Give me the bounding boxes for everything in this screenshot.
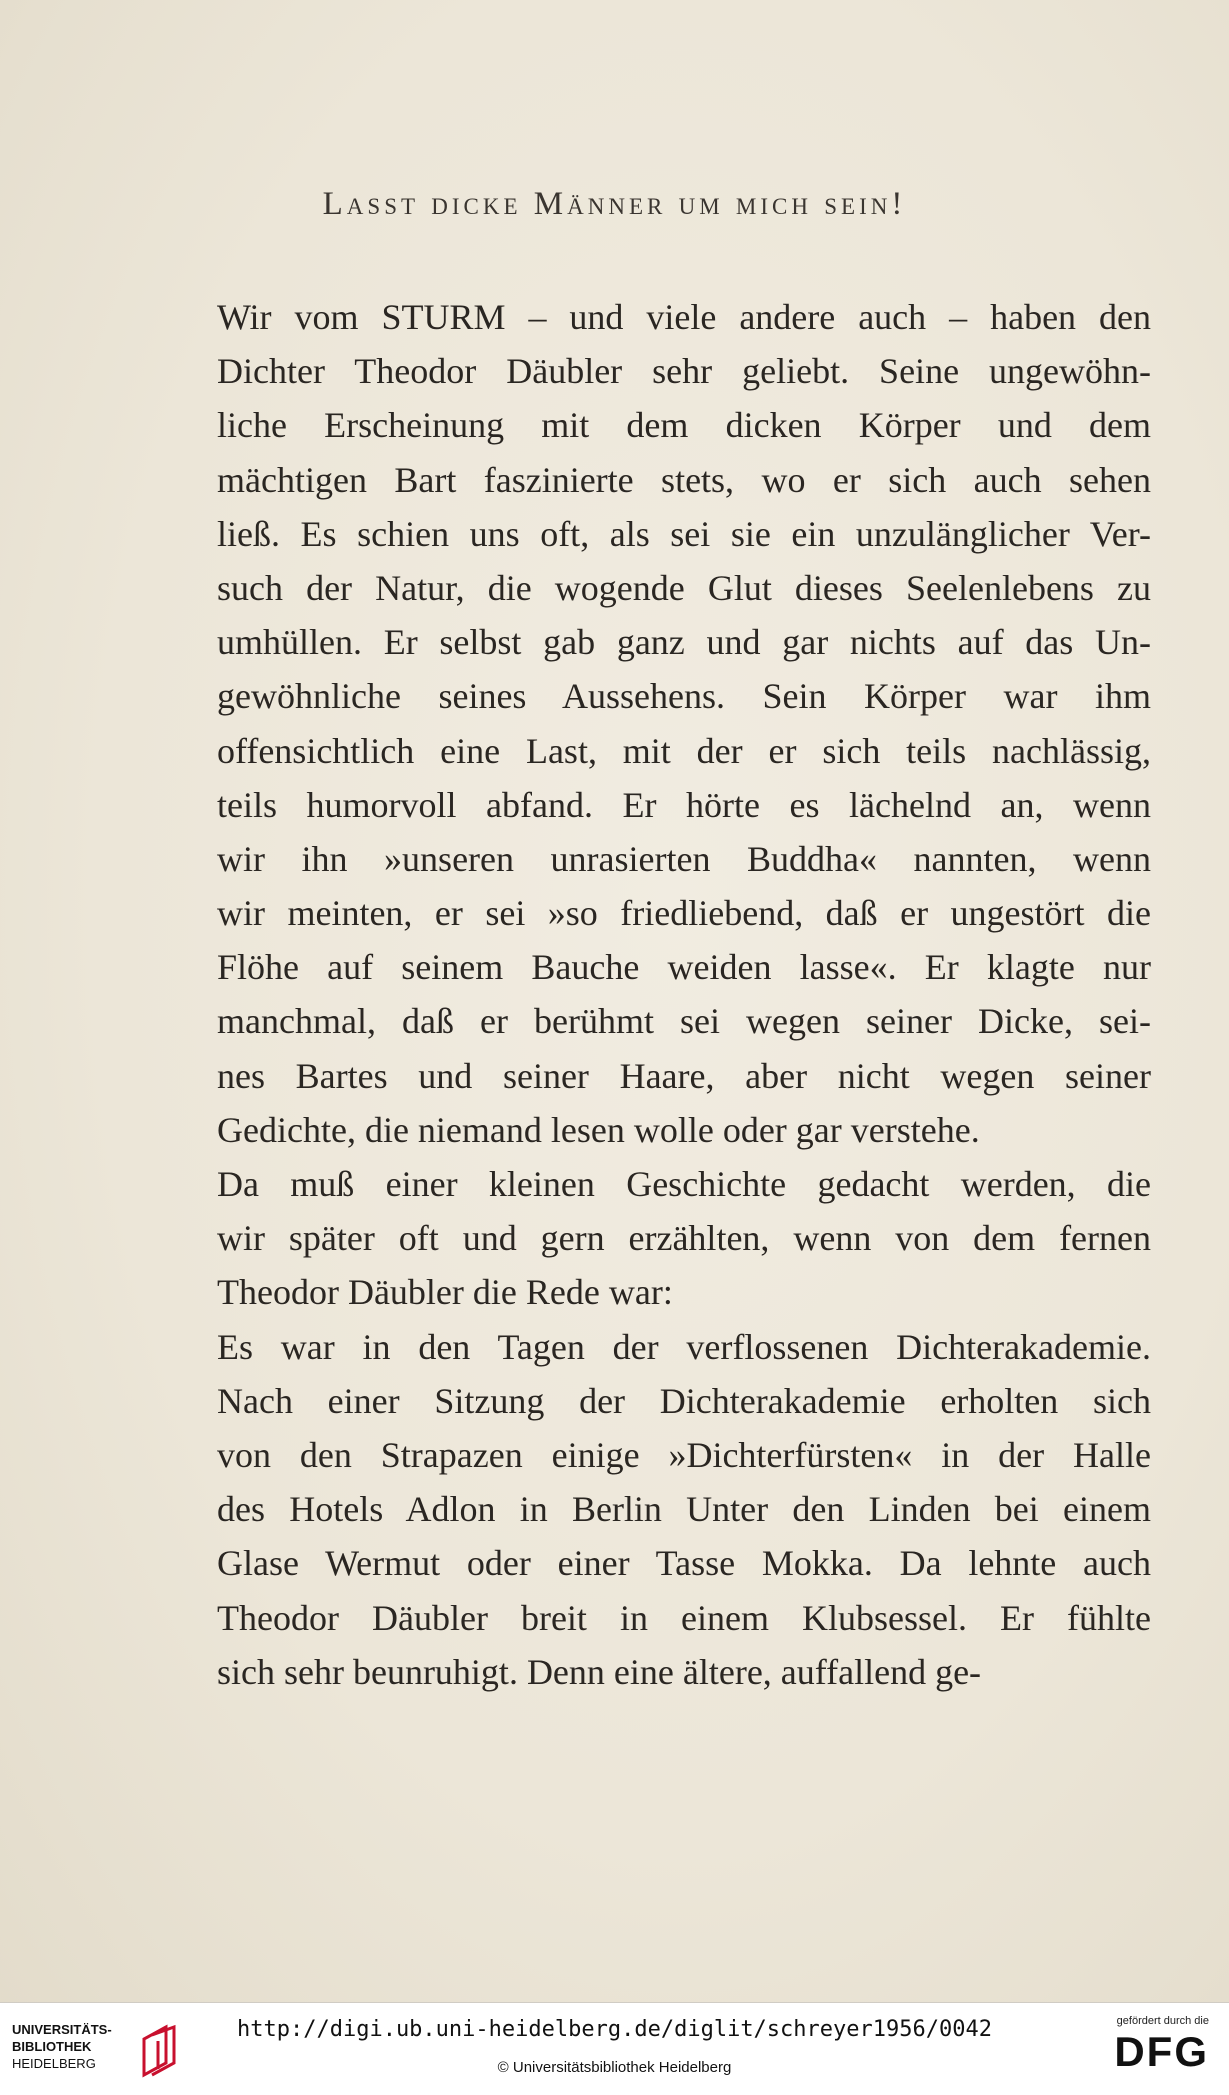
text-line: wir später oft und gern erzählten, wenn von dem fernen xyxy=(217,1218,1151,1259)
text-line: Theodor Däubler breit in einem Klubsessel. Er fühlte xyxy=(217,1597,1151,1638)
text-line: ließ. Es schien uns oft, als sei sie ein unzulänglicher Ver- xyxy=(217,513,1151,554)
text-line: liche Erscheinung mit dem dicken Körper und dem xyxy=(217,405,1151,446)
library-name-line1: UNIVERSITÄTS- xyxy=(12,2022,112,2037)
text-line: von den Strapazen einige »Dichterfürsten« in der Halle xyxy=(217,1434,1151,1475)
text-line: Theodor Däubler die Rede war: xyxy=(217,1272,673,1313)
text-line: Wir vom STURM – und viele andere auch – haben den xyxy=(217,297,1151,337)
text-line: umhüllen. Er selbst gab ganz und gar nichts auf das Un- xyxy=(217,622,1151,663)
body-text xyxy=(217,290,1151,1699)
dfg-logo-icon: DFG xyxy=(1114,2028,1209,2075)
text-line: wir ihn »unseren unrasierten Buddha« nannten, wenn xyxy=(217,838,1151,879)
dfg-funding-badge[interactable] xyxy=(1089,2015,1209,2075)
text-line: offensichtlich eine Last, mit der er sich teils nachlässig, xyxy=(217,730,1151,771)
text-line: sich sehr beunruhigt. Denn eine ältere, auffallend ge- xyxy=(217,1651,982,1692)
library-name-line3: HEIDELBERG xyxy=(12,2056,96,2071)
permalink-url[interactable]: http://digi.ub.uni-heidelberg.de/diglit/schreyer1956/0042 xyxy=(237,2017,992,2042)
text-line: Flöhe auf seinem Bauche weiden lasse«. Er klagte nur xyxy=(217,947,1151,988)
copyright-notice: © Universitätsbibliothek Heidelberg xyxy=(497,2059,732,2076)
text-line: Es war in den Tagen der verflossenen Dichterakademie. xyxy=(217,1326,1151,1367)
text-line: gewöhnliche seines Aussehens. Sein Körper war ihm xyxy=(217,676,1151,717)
text-line: nes Bartes und seiner Haare, aber nicht wegen seiner xyxy=(217,1055,1151,1096)
text-line: des Hotels Adlon in Berlin Unter den Linden bei einem xyxy=(217,1489,1151,1530)
library-name-line2: BIBLIOTHEK xyxy=(12,2039,92,2054)
text-line: Gedichte, die niemand lesen wolle oder gar verstehe. xyxy=(217,1109,980,1150)
text-line: Nach einer Sitzung der Dichterakademie erholten sich xyxy=(217,1380,1151,1421)
text-line: manchmal, daß er berühmt sei wegen seiner Dicke, sei- xyxy=(217,1001,1151,1042)
text-line: mächtigen Bart faszinierte stets, wo er sich auch sehen xyxy=(217,459,1151,500)
text-line: wir meinten, er sei »so friedliebend, daß er ungestört die xyxy=(217,893,1151,934)
text-line: Glase Wermut oder einer Tasse Mokka. Da lehnte auch xyxy=(217,1543,1151,1584)
text-line: Dichter Theodor Däubler sehr geliebt. Seine ungewöhn- xyxy=(217,351,1151,392)
footer-bar xyxy=(0,2002,1229,2095)
text-line: such der Natur, die wogende Glut dieses Seelenlebens zu xyxy=(217,567,1151,608)
funding-note: gefördert durch die xyxy=(1116,2015,1209,2027)
page-heading: Lasst dicke Männer um mich sein! xyxy=(322,186,907,222)
text-line: teils humorvoll abfand. Er hörte es lächelnd an, wenn xyxy=(217,784,1151,825)
text-line: Da muß einer kleinen Geschichte gedacht werden, die xyxy=(217,1164,1151,1204)
